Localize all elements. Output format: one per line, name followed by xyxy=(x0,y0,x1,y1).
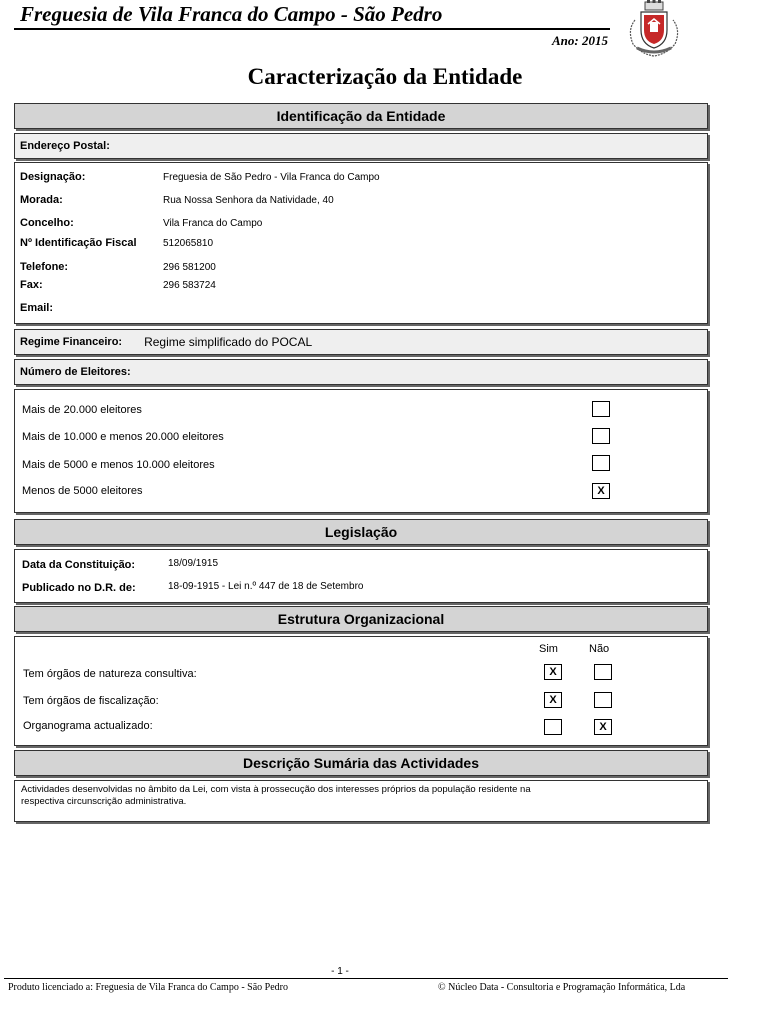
estrutura-row-label: Tem órgãos de fiscalização: xyxy=(23,695,159,707)
eleitores-checkbox[interactable] xyxy=(592,401,610,417)
constituicao-value: 18/09/1915 xyxy=(168,558,219,569)
morada-label: Morada: xyxy=(20,194,63,206)
entity-details-box xyxy=(14,162,708,324)
page-number: - 1 - xyxy=(331,966,349,977)
eleitores-option-label: Mais de 5000 e menos 10.000 eleitores xyxy=(22,459,215,471)
regime-value: Regime simplificado do POCAL xyxy=(144,335,313,349)
col-sim-label: Sim xyxy=(539,643,558,655)
descricao-text-line2: respectiva circunscrição administrativa. xyxy=(21,796,187,807)
estrutura-row-label: Organograma actualizado: xyxy=(23,720,153,732)
estrutura-row-label: Tem órgãos de natureza consultiva: xyxy=(23,668,197,680)
constituicao-label: Data da Constituição: xyxy=(22,559,136,571)
year-label: Ano: 2015 xyxy=(552,33,608,48)
designacao-value: Freguesia de São Pedro - Vila Franca do Campo xyxy=(163,172,380,183)
numero-eleitores-bar xyxy=(14,359,708,385)
endereco-postal-bar xyxy=(14,133,708,159)
fax-value: 296 583724 xyxy=(163,280,216,291)
numero-eleitores-label: Número de Eleitores: xyxy=(20,366,131,378)
footer-copyright: © Núcleo Data - Consultoria e Programação Informática, Lda xyxy=(438,982,686,993)
sim-checkbox[interactable] xyxy=(544,719,562,735)
descricao-box xyxy=(14,780,708,822)
designacao-label: Designação: xyxy=(20,171,86,183)
morada-value: Rua Nossa Senhora da Natividade, 40 xyxy=(163,195,334,206)
footer-license: Produto licenciado a: Freguesia de Vila Franca do Campo - São Pedro xyxy=(8,982,288,993)
section-title: Identificação da Entidade xyxy=(276,108,446,124)
section-title: Descrição Sumária das Actividades xyxy=(242,755,480,771)
legislacao-box xyxy=(14,549,708,603)
estrutura-box xyxy=(14,636,708,746)
nif-value: 512065810 xyxy=(163,238,214,249)
fax-label: Fax: xyxy=(20,279,43,291)
email-label: Email: xyxy=(20,302,54,314)
section-title: Estrutura Organizacional xyxy=(277,611,445,627)
nao-checkbox[interactable]: X xyxy=(594,719,612,735)
eleitores-checkbox[interactable] xyxy=(592,428,610,444)
concelho-label: Concelho: xyxy=(20,217,74,229)
nao-checkbox[interactable] xyxy=(594,664,612,680)
endereco-postal-label: Endereço Postal: xyxy=(20,140,110,152)
eleitores-option-label: Menos de 5000 eleitores xyxy=(22,485,143,497)
section-legislacao xyxy=(14,519,708,545)
eleitores-option-label: Mais de 10.000 e menos 20.000 eleitores xyxy=(22,431,224,443)
header-rule xyxy=(14,28,610,30)
regime-financeiro-bar xyxy=(14,329,708,355)
regime-label: Regime Financeiro: xyxy=(20,336,123,348)
section-estrutura xyxy=(14,606,708,632)
section-descricao xyxy=(14,750,708,776)
telefone-value: 296 581200 xyxy=(163,262,216,273)
sim-checkbox[interactable]: X xyxy=(544,692,562,708)
sim-checkbox[interactable]: X xyxy=(544,664,562,680)
nao-checkbox[interactable] xyxy=(594,692,612,708)
descricao-text-line1: Actividades desenvolvidas no âmbito da Lei, com vista à prossecução dos interesses próprios da população residente na xyxy=(21,784,531,795)
telefone-label: Telefone: xyxy=(20,261,69,273)
footer-rule xyxy=(4,978,728,979)
document-header-title: Freguesia de Vila Franca do Campo - São Pedro xyxy=(20,2,443,26)
publicado-value: 18-09-1915 - Lei n.º 447 de 18 de Setembro xyxy=(168,581,364,592)
nif-label: Nº Identificação Fiscal xyxy=(20,237,137,249)
eleitores-option-label: Mais de 20.000 eleitores xyxy=(22,404,142,416)
publicado-label: Publicado no D.R. de: xyxy=(22,582,136,594)
eleitores-options-box xyxy=(14,389,708,513)
eleitores-checkbox[interactable] xyxy=(592,455,610,471)
section-identificacao xyxy=(14,103,708,129)
page-title: Caracterização da Entidade xyxy=(247,64,523,89)
coat-of-arms-icon xyxy=(621,0,687,58)
eleitores-checkbox[interactable]: X xyxy=(592,483,610,499)
concelho-value: Vila Franca do Campo xyxy=(163,218,263,229)
col-nao-label: Não xyxy=(589,643,610,655)
section-title: Legislação xyxy=(324,524,398,540)
